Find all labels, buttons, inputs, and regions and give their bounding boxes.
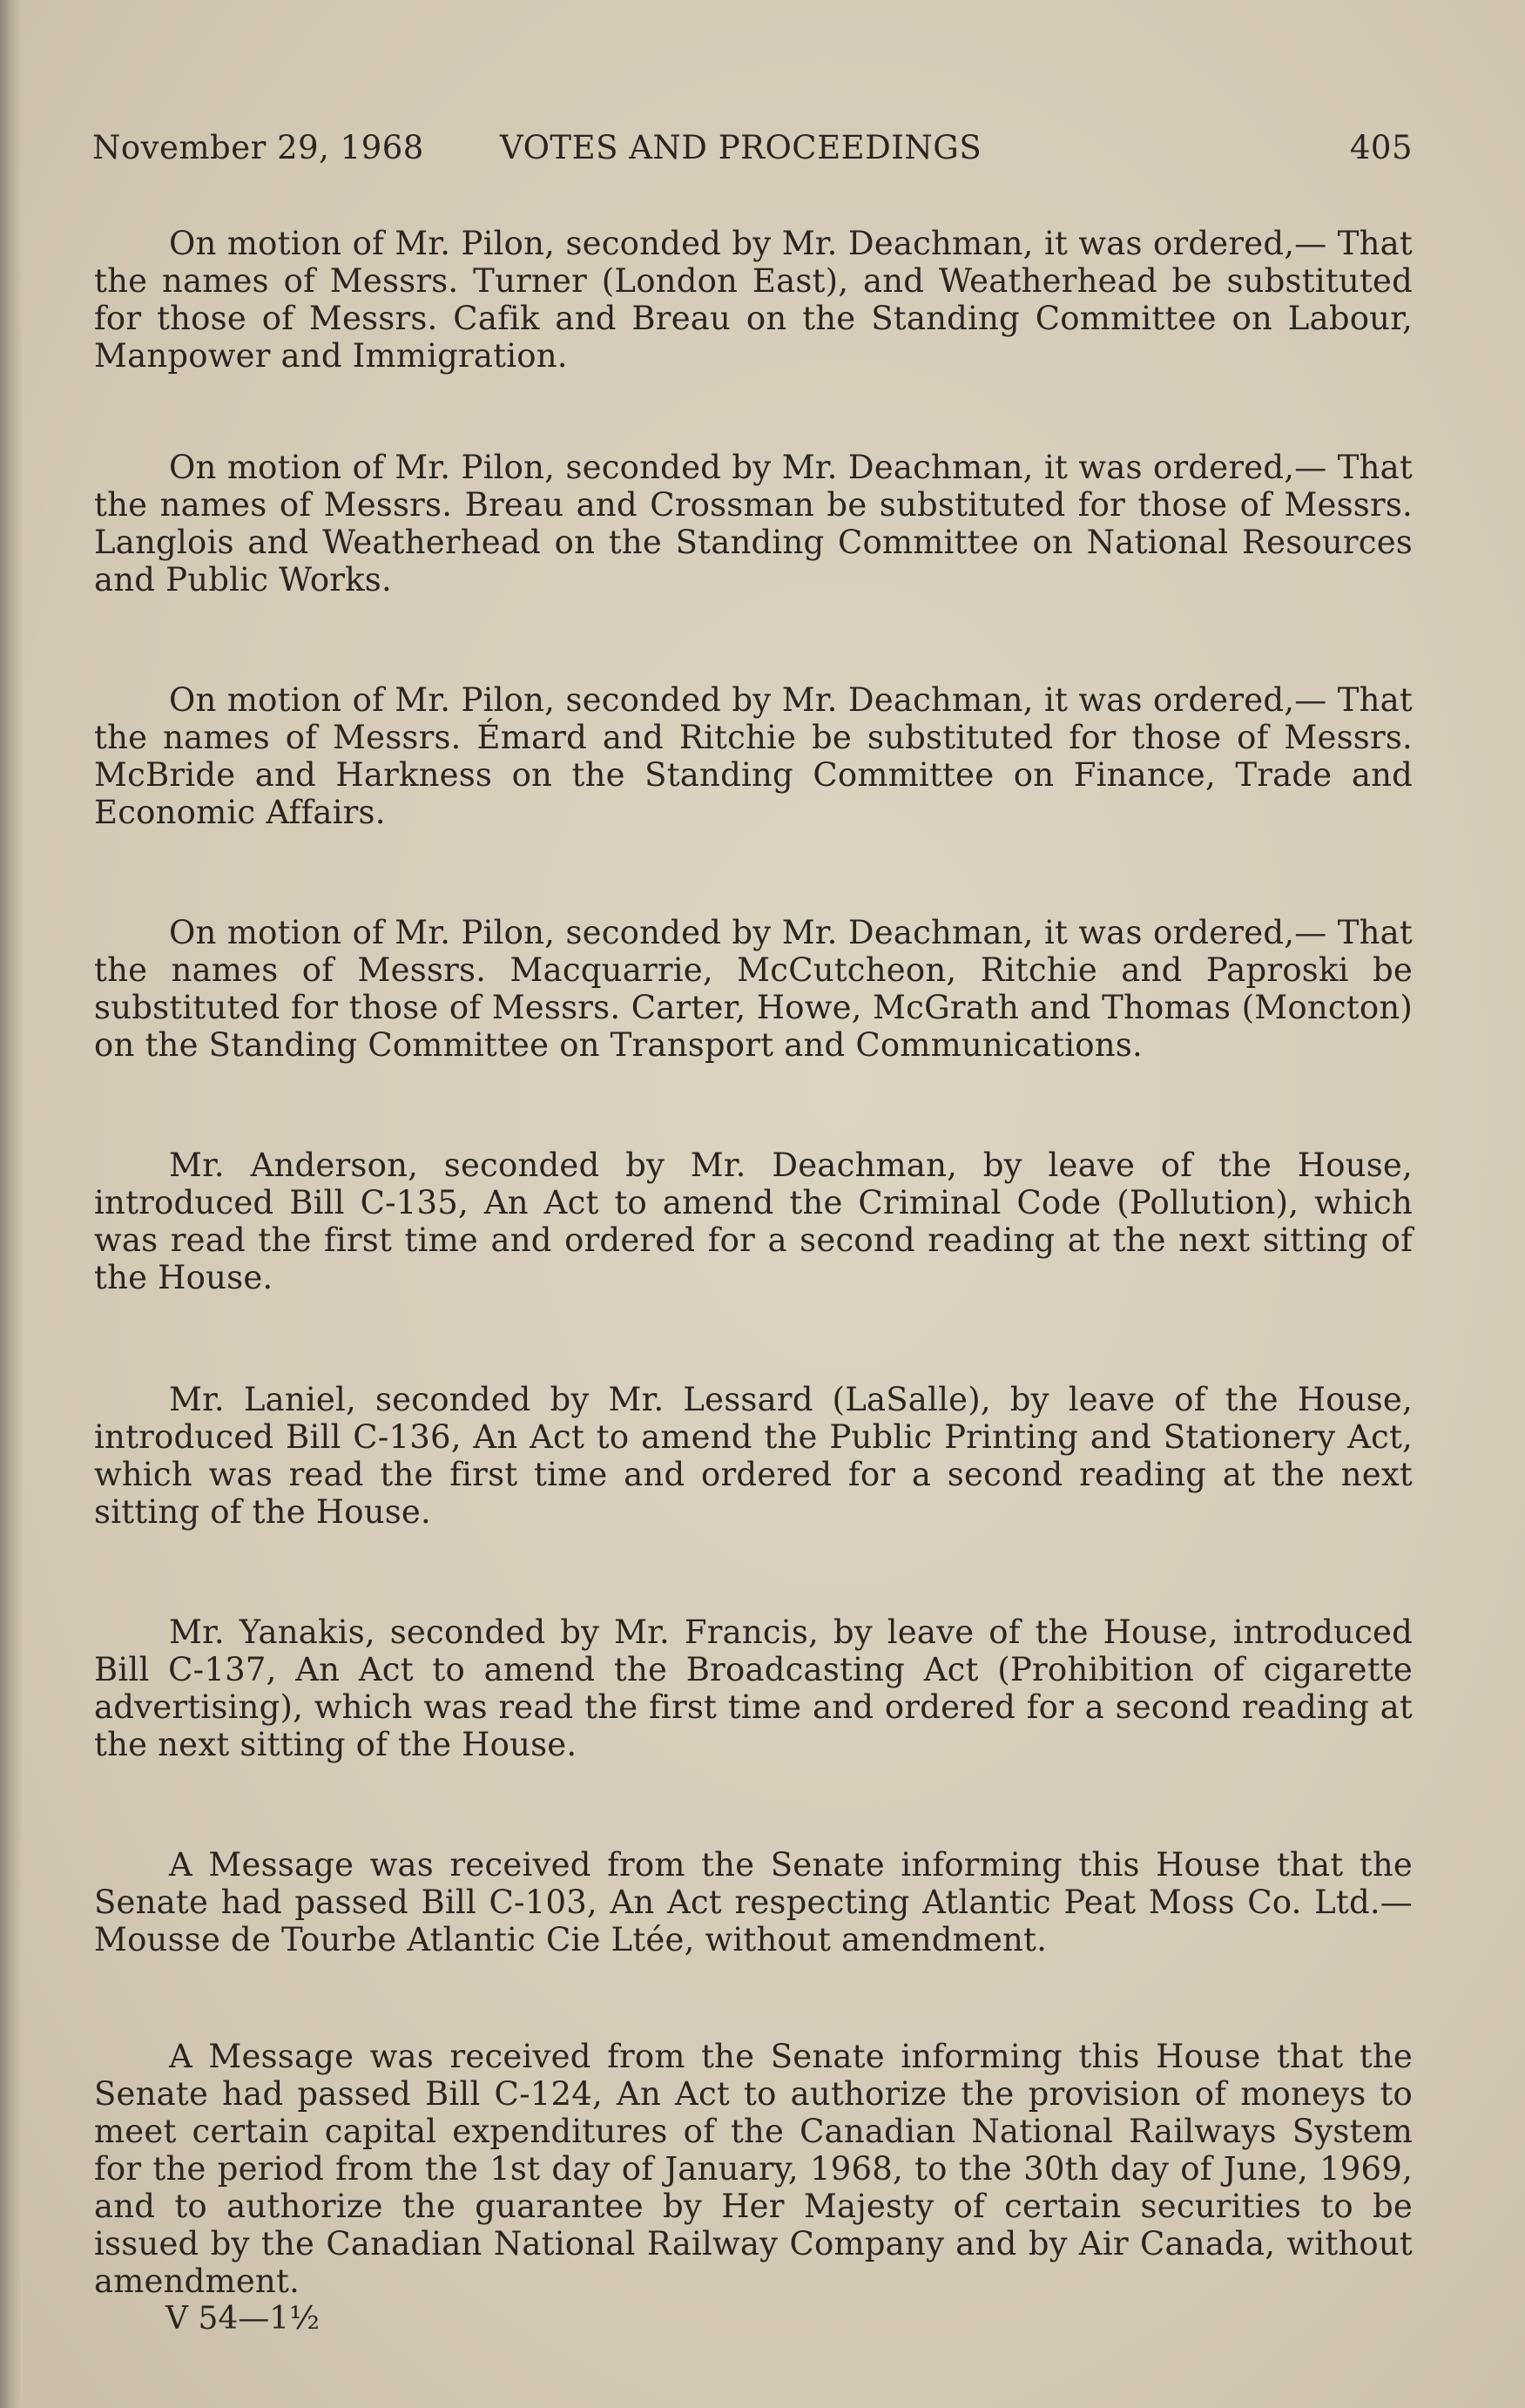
printer-signature-mark: V 54—1½: [165, 2301, 321, 2337]
binding-edge: [0, 0, 23, 2408]
entry-committee-national-resources: On motion of Mr. Pilon, seconded by Mr. Deachman, it was ordered,— That the names of Messrs. Breau and Crossman be substituted for those of Messrs. Langlois and Weatherhead on the Standing Committee on National Resources and Public Works.: [94, 449, 1413, 599]
entry-committee-finance: On motion of Mr. Pilon, seconded by Mr. Deachman, it was ordered,— That the names of Messrs. Émard and Ritchie be substituted for those of Messrs. McBride and Harkness on the Standing Committee on Finance, Trade and Economic Affairs.: [94, 681, 1413, 831]
running-head: [92, 129, 1413, 172]
entry-bill-c137: Mr. Yanakis, seconded by Mr. Francis, by leave of the House, introduced Bill C-137, An Act to amend the Broadcasting Act (Prohibition of cigarette advertising), which was read the first time and ordered for a second reading at the next sitting of the House.: [94, 1613, 1413, 1763]
header-date: November 29, 1968: [92, 129, 424, 166]
entry-bill-c136: Mr. Laniel, seconded by Mr. Lessard (LaSalle), by leave of the House, introduced Bill C-136, An Act to amend the Public Printing and Stationery Act, which was read the first time and ordered for a second reading at the next sitting of the House.: [94, 1381, 1413, 1531]
header-title: VOTES AND PROCEEDINGS: [500, 129, 982, 166]
page-number: 405: [1349, 129, 1413, 166]
entry-committee-labour: On motion of Mr. Pilon, seconded by Mr. Deachman, it was ordered,— That the names of Messrs. Turner (London East), and Weatherhead be substituted for those of Messrs. Cafik and Breau on the Standing Committee on Labour, Manpower and Immigration.: [94, 225, 1413, 375]
entry-senate-message-c103: A Message was received from the Senate informing this House that the Senate had passed Bill C-103, An Act respecting Atlantic Peat Moss Co. Ltd.— Mousse de Tourbe Atlantic Cie Ltée, without amendment.: [94, 1846, 1413, 1958]
entry-senate-message-c124: A Message was received from the Senate informing this House that the Senate had passed Bill C-124, An Act to authorize the provision of moneys to meet certain capital expenditures of the Canadian National Railways System for the period from the 1st day of January, 1968, to the 30th day of June, 1969, and to authorize the guarantee by Her Majesty of certain securities to be issued by the Canadian National Railway Company and by Air Canada, without amendment.: [94, 2038, 1413, 2300]
entry-bill-c135: Mr. Anderson, seconded by Mr. Deachman, by leave of the House, introduced Bill C-135, An Act to amend the Criminal Code (Pollution), which was read the first time and ordered for a second reading at the next sitting of the House.: [94, 1147, 1413, 1296]
proceedings-body: [94, 225, 1413, 2300]
entry-committee-transport: On motion of Mr. Pilon, seconded by Mr. Deachman, it was ordered,— That the names of Messrs. Macquarrie, McCutcheon, Ritchie and Paproski be substituted for those of Messrs. Carter, Howe, McGrath and Thomas (Moncton) on the Standing Committee on Transport and Communications.: [94, 914, 1413, 1064]
